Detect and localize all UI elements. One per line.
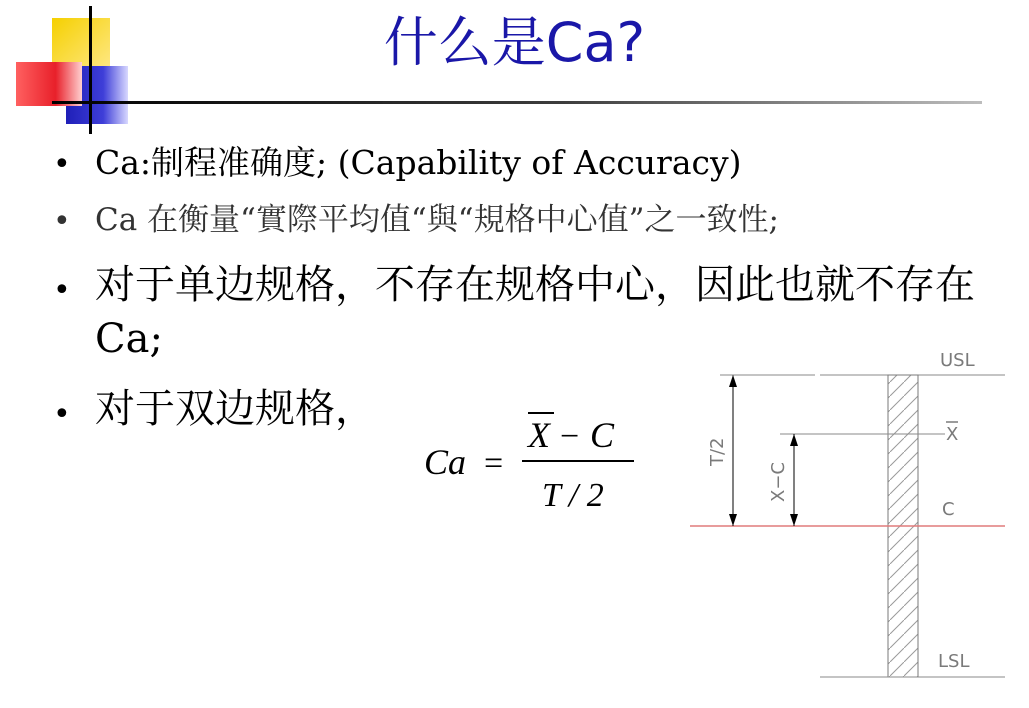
half-tolerance-arrow-bottom [729,514,737,526]
formula-denominator: T / 2 [542,477,604,514]
bullet-ca-consistency: • Ca 在衡量“實際平均值“與“規格中心值”之一致性; [95,198,779,242]
formula-numerator-minus: − [560,418,580,455]
formula-equals: = [484,445,504,482]
deviation-arrow-bottom [790,514,798,526]
bullet-unilateral-spec: • 对于单边规格，不存在规格中心，因此也就不存在Ca; [95,258,975,366]
slide-title: 什么是Ca? [383,11,646,74]
ca-formula [420,400,650,530]
xbar-label: X [946,424,959,445]
usl-label: USL [940,350,975,371]
formula-numerator-c: C [590,415,615,455]
tolerance-diagram [680,340,1020,685]
deviation-label: X−C [768,462,789,502]
bullet-bilateral-spec: • 对于双边规格， [95,382,375,436]
bullet-ca-definition: • Ca:制程准确度; (Capability of Accuracy) [95,141,742,185]
formula-numerator-xbar: X [528,415,550,455]
half-tolerance-arrow-top [729,375,737,387]
formula-lhs: Ca [424,442,467,482]
half-tolerance-label: T/2 [707,437,728,466]
center-label: C [942,499,955,520]
deviation-arrow-top [790,434,798,446]
lsl-label: LSL [938,651,970,672]
